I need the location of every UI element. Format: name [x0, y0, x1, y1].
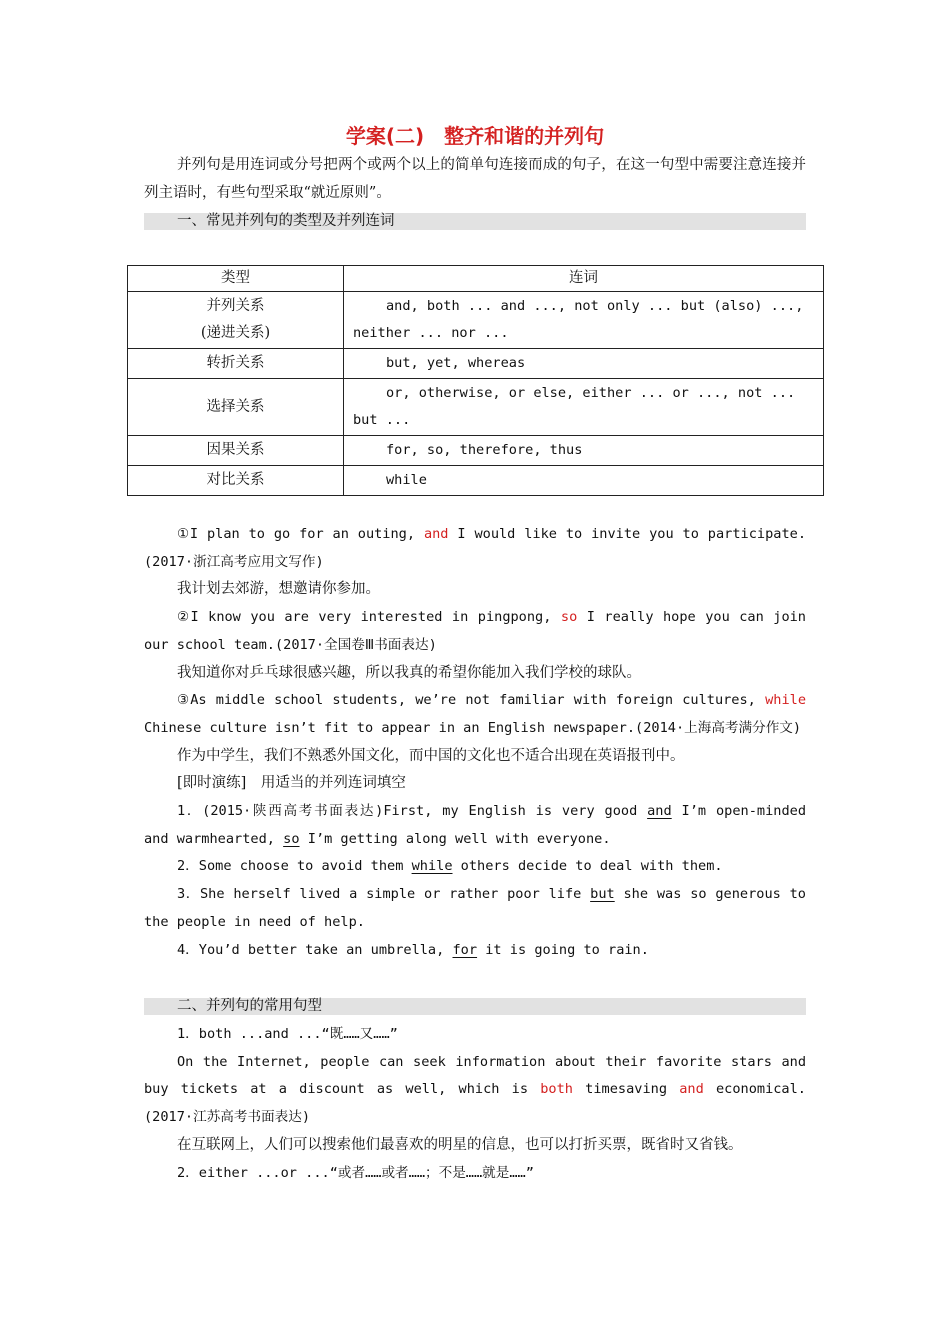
table-row	[128, 466, 824, 496]
example-3-cn: 作为中学生，我们不熟悉外国文化，而中国的文化也不适合出现在英语报刊中。	[177, 747, 685, 764]
pattern-1-label: 1．both ...and ...“既……又……”	[177, 1026, 398, 1042]
page-title	[0, 120, 950, 149]
example-1-cn: 我计划去郊游，想邀请你参加。	[177, 581, 380, 598]
answer-blank: while	[411, 858, 453, 875]
intro-paragraph: 并列句是用连词或分号把两个或两个以上的简单句连接而成的句子，在这一句型中需要注意连接并列主语时，有些句型采取“就近原则”。	[144, 157, 806, 201]
table-cell-type: 对比关系	[128, 466, 344, 496]
pattern-1-en: On the Internet, people can seek information about their favorite stars and buy tickets at a discount as well, which is both timesaving and economical.(2017·江苏高考书面表达)	[144, 1053, 806, 1126]
highlight-conjunction: both	[540, 1081, 573, 1098]
highlight-conjunction: while	[765, 692, 806, 709]
section-heading-2: 二、并列句的常用句型	[144, 998, 806, 1015]
table-row	[128, 349, 824, 379]
practice-item-2: 2．Some choose to avoid them while others decide to deal with them.	[177, 858, 723, 875]
table-cell-conj: for, so, therefore, thus	[344, 436, 824, 466]
table-header-row	[128, 266, 824, 292]
answer-blank: and	[647, 803, 672, 820]
table-cell-type: 因果关系	[128, 436, 344, 466]
pattern-1-cn: 在互联网上，人们可以搜索他们最喜欢的明星的信息，也可以打折买票，既省时又省钱。	[177, 1136, 743, 1153]
practice-title: [即时演练] 用适当的并列连词填空	[177, 775, 406, 792]
conjunction-table	[127, 265, 824, 496]
title-part-1: 学案(二)	[345, 124, 425, 148]
example-2-en: ②I know you are very interested in pingpong, so I really hope you can join our school team.(2017·全国卷Ⅲ书面表达)	[144, 609, 806, 653]
table-cell-conj: or, otherwise, or else, either ... or ..., not ... but ...	[344, 379, 824, 436]
example-1-en: ①I plan to go for an outing, and I would like to invite you to participate.(2017·浙江高考应用文写作)	[144, 526, 807, 570]
pattern-2-label: 2．either ...or ...“或者……或者……；不是……就是……”	[177, 1164, 534, 1181]
table-cell-type: 转折关系	[128, 349, 344, 379]
patterns-block	[144, 1021, 806, 1187]
table-cell-type: 并列关系 (递进关系)	[128, 292, 344, 349]
highlight-conjunction: and	[423, 526, 449, 542]
table-cell-conj: and, both ... and ..., not only ... but (also) ..., neither ... nor ...	[344, 292, 824, 349]
practice-item-3: 3．She herself lived a simple or rather poor life but she was so generous to the people in need of help.	[144, 886, 806, 930]
examples-block	[144, 521, 806, 964]
table-header-conj: 连词	[344, 266, 824, 292]
example-2-cn: 我知道你对乒乓球很感兴趣，所以我真的希望你能加入我们学校的球队。	[177, 664, 641, 681]
title-part-2: 整齐和谐的并列句	[444, 124, 605, 148]
example-3-en: ③As middle school students, we’re not familiar with foreign cultures, while Chinese culture isn’t fit to appear in an English newspaper.(2014·上海高考满分作文)	[144, 692, 806, 736]
highlight-conjunction: so	[560, 609, 578, 626]
table-row	[128, 379, 824, 436]
table-cell-conj: but, yet, whereas	[344, 349, 824, 379]
section-heading-1: 一、常见并列句的类型及并列连词	[144, 213, 806, 230]
answer-blank: for	[452, 941, 478, 958]
table-row	[128, 292, 824, 349]
answer-blank: so	[283, 830, 300, 847]
table-row	[128, 436, 824, 466]
table-header-type: 类型	[128, 266, 344, 292]
table-cell-type: 选择关系	[128, 379, 344, 436]
practice-item-4: 4．You’d better take an umbrella, for it is going to rain.	[177, 941, 649, 958]
answer-blank: but	[590, 886, 615, 903]
practice-item-1: 1．(2015·陕西高考书面表达)First, my English is very good and I’m open-minded and warmhearted, so I’m getting along well with everyone.	[144, 803, 806, 847]
table-cell-conj: while	[344, 466, 824, 496]
highlight-conjunction: and	[679, 1081, 704, 1098]
